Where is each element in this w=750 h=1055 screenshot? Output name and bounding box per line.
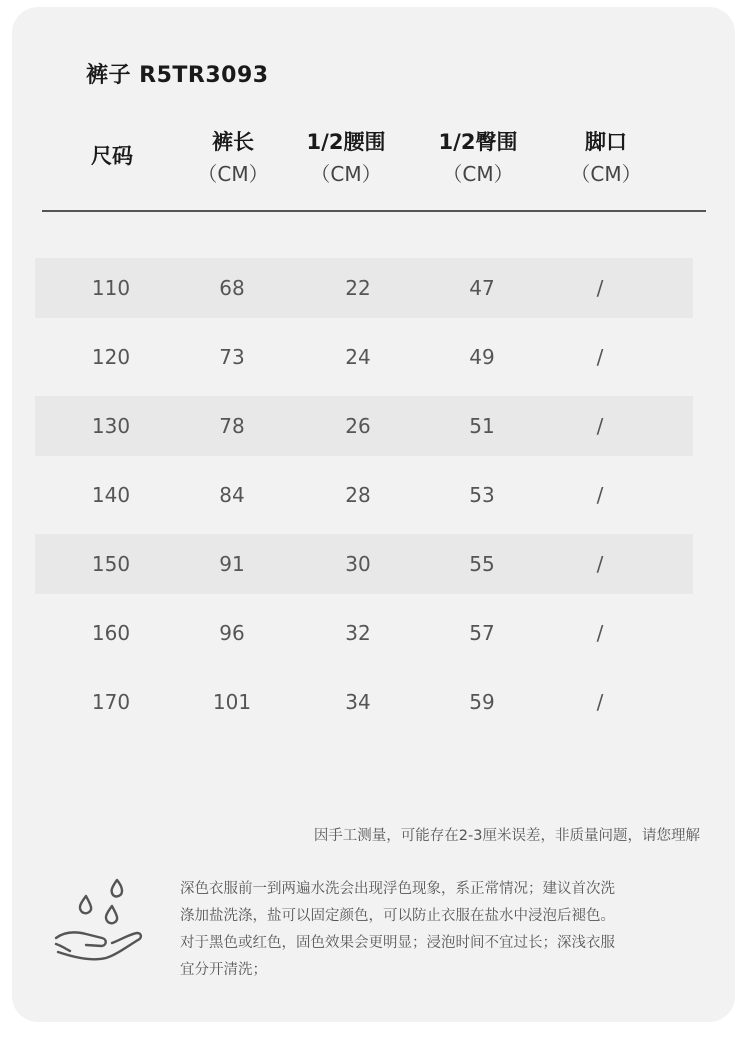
cell-size: 140 bbox=[91, 483, 131, 507]
cell-waist: 26 bbox=[345, 414, 371, 438]
cell-hip: 59 bbox=[469, 690, 495, 714]
header-hem bbox=[541, 126, 671, 190]
care-instructions bbox=[180, 876, 705, 984]
cell-waist: 28 bbox=[345, 483, 371, 507]
table-row bbox=[35, 327, 693, 387]
cell-length: 73 bbox=[219, 345, 245, 369]
header-hem-unit: （CM） bbox=[570, 162, 642, 186]
cell-size: 150 bbox=[91, 552, 131, 576]
table-row bbox=[35, 396, 693, 456]
cell-waist: 32 bbox=[345, 621, 371, 645]
header-hem-label: 脚口 bbox=[585, 130, 627, 154]
cell-waist: 30 bbox=[345, 552, 371, 576]
header-hip bbox=[413, 126, 543, 190]
cell-size: 170 bbox=[91, 690, 131, 714]
cell-waist: 24 bbox=[345, 345, 371, 369]
cell-hip: 47 bbox=[469, 276, 495, 300]
cell-length: 68 bbox=[219, 276, 245, 300]
header-waist bbox=[281, 126, 411, 190]
cell-hem: / bbox=[596, 621, 604, 645]
header-length-unit: （CM） bbox=[197, 162, 269, 186]
cell-size: 160 bbox=[91, 621, 131, 645]
cell-length: 101 bbox=[212, 690, 252, 714]
table-row bbox=[35, 258, 693, 318]
header-size-label: 尺码 bbox=[91, 144, 133, 168]
cell-hem: / bbox=[596, 414, 604, 438]
cell-size: 130 bbox=[91, 414, 131, 438]
care-line: 涤加盐洗涤，盐可以固定颜色，可以防止衣服在盐水中浸泡后褪色。 bbox=[180, 908, 615, 924]
measurement-note: 因手工测量，可能存在2-3厘米误差，非质量问题，请您理解 bbox=[313, 828, 700, 844]
cell-hip: 53 bbox=[469, 483, 495, 507]
header-size bbox=[47, 140, 177, 172]
care-line: 深色衣服前一到两遍水洗会出现浮色现象，系正常情况；建议首次洗 bbox=[180, 881, 615, 897]
cell-length: 91 bbox=[219, 552, 245, 576]
cell-waist: 22 bbox=[345, 276, 371, 300]
care-line: 宜分开清洗； bbox=[180, 962, 267, 978]
cell-size: 110 bbox=[91, 276, 131, 300]
cell-hip: 55 bbox=[469, 552, 495, 576]
cell-hip: 57 bbox=[469, 621, 495, 645]
header-length bbox=[168, 126, 298, 190]
table-row bbox=[35, 465, 693, 525]
cell-hip: 51 bbox=[469, 414, 495, 438]
header-waist-label: 1/2腰围 bbox=[306, 130, 386, 154]
cell-length: 96 bbox=[219, 621, 245, 645]
product-title: 裤子 R5TR3093 bbox=[86, 63, 269, 88]
header-hip-label: 1/2臀围 bbox=[438, 130, 518, 154]
cell-hem: / bbox=[596, 276, 604, 300]
header-waist-unit: （CM） bbox=[310, 162, 382, 186]
header-divider bbox=[42, 210, 706, 212]
cell-hem: / bbox=[596, 552, 604, 576]
cell-size: 120 bbox=[91, 345, 131, 369]
header-hip-unit: （CM） bbox=[442, 162, 514, 186]
cell-hem: / bbox=[596, 345, 604, 369]
table-row bbox=[35, 672, 693, 732]
cell-length: 78 bbox=[219, 414, 245, 438]
cell-waist: 34 bbox=[345, 690, 371, 714]
cell-length: 84 bbox=[219, 483, 245, 507]
care-line: 对于黑色或红色，固色效果会更明显；浸泡时间不宜过长；深浅衣服 bbox=[180, 935, 615, 951]
table-row bbox=[35, 603, 693, 663]
cell-hem: / bbox=[596, 690, 604, 714]
table-row bbox=[35, 534, 693, 594]
hand-water-drops-icon bbox=[50, 876, 145, 976]
header-length-label: 裤长 bbox=[212, 130, 254, 154]
cell-hem: / bbox=[596, 483, 604, 507]
cell-hip: 49 bbox=[469, 345, 495, 369]
